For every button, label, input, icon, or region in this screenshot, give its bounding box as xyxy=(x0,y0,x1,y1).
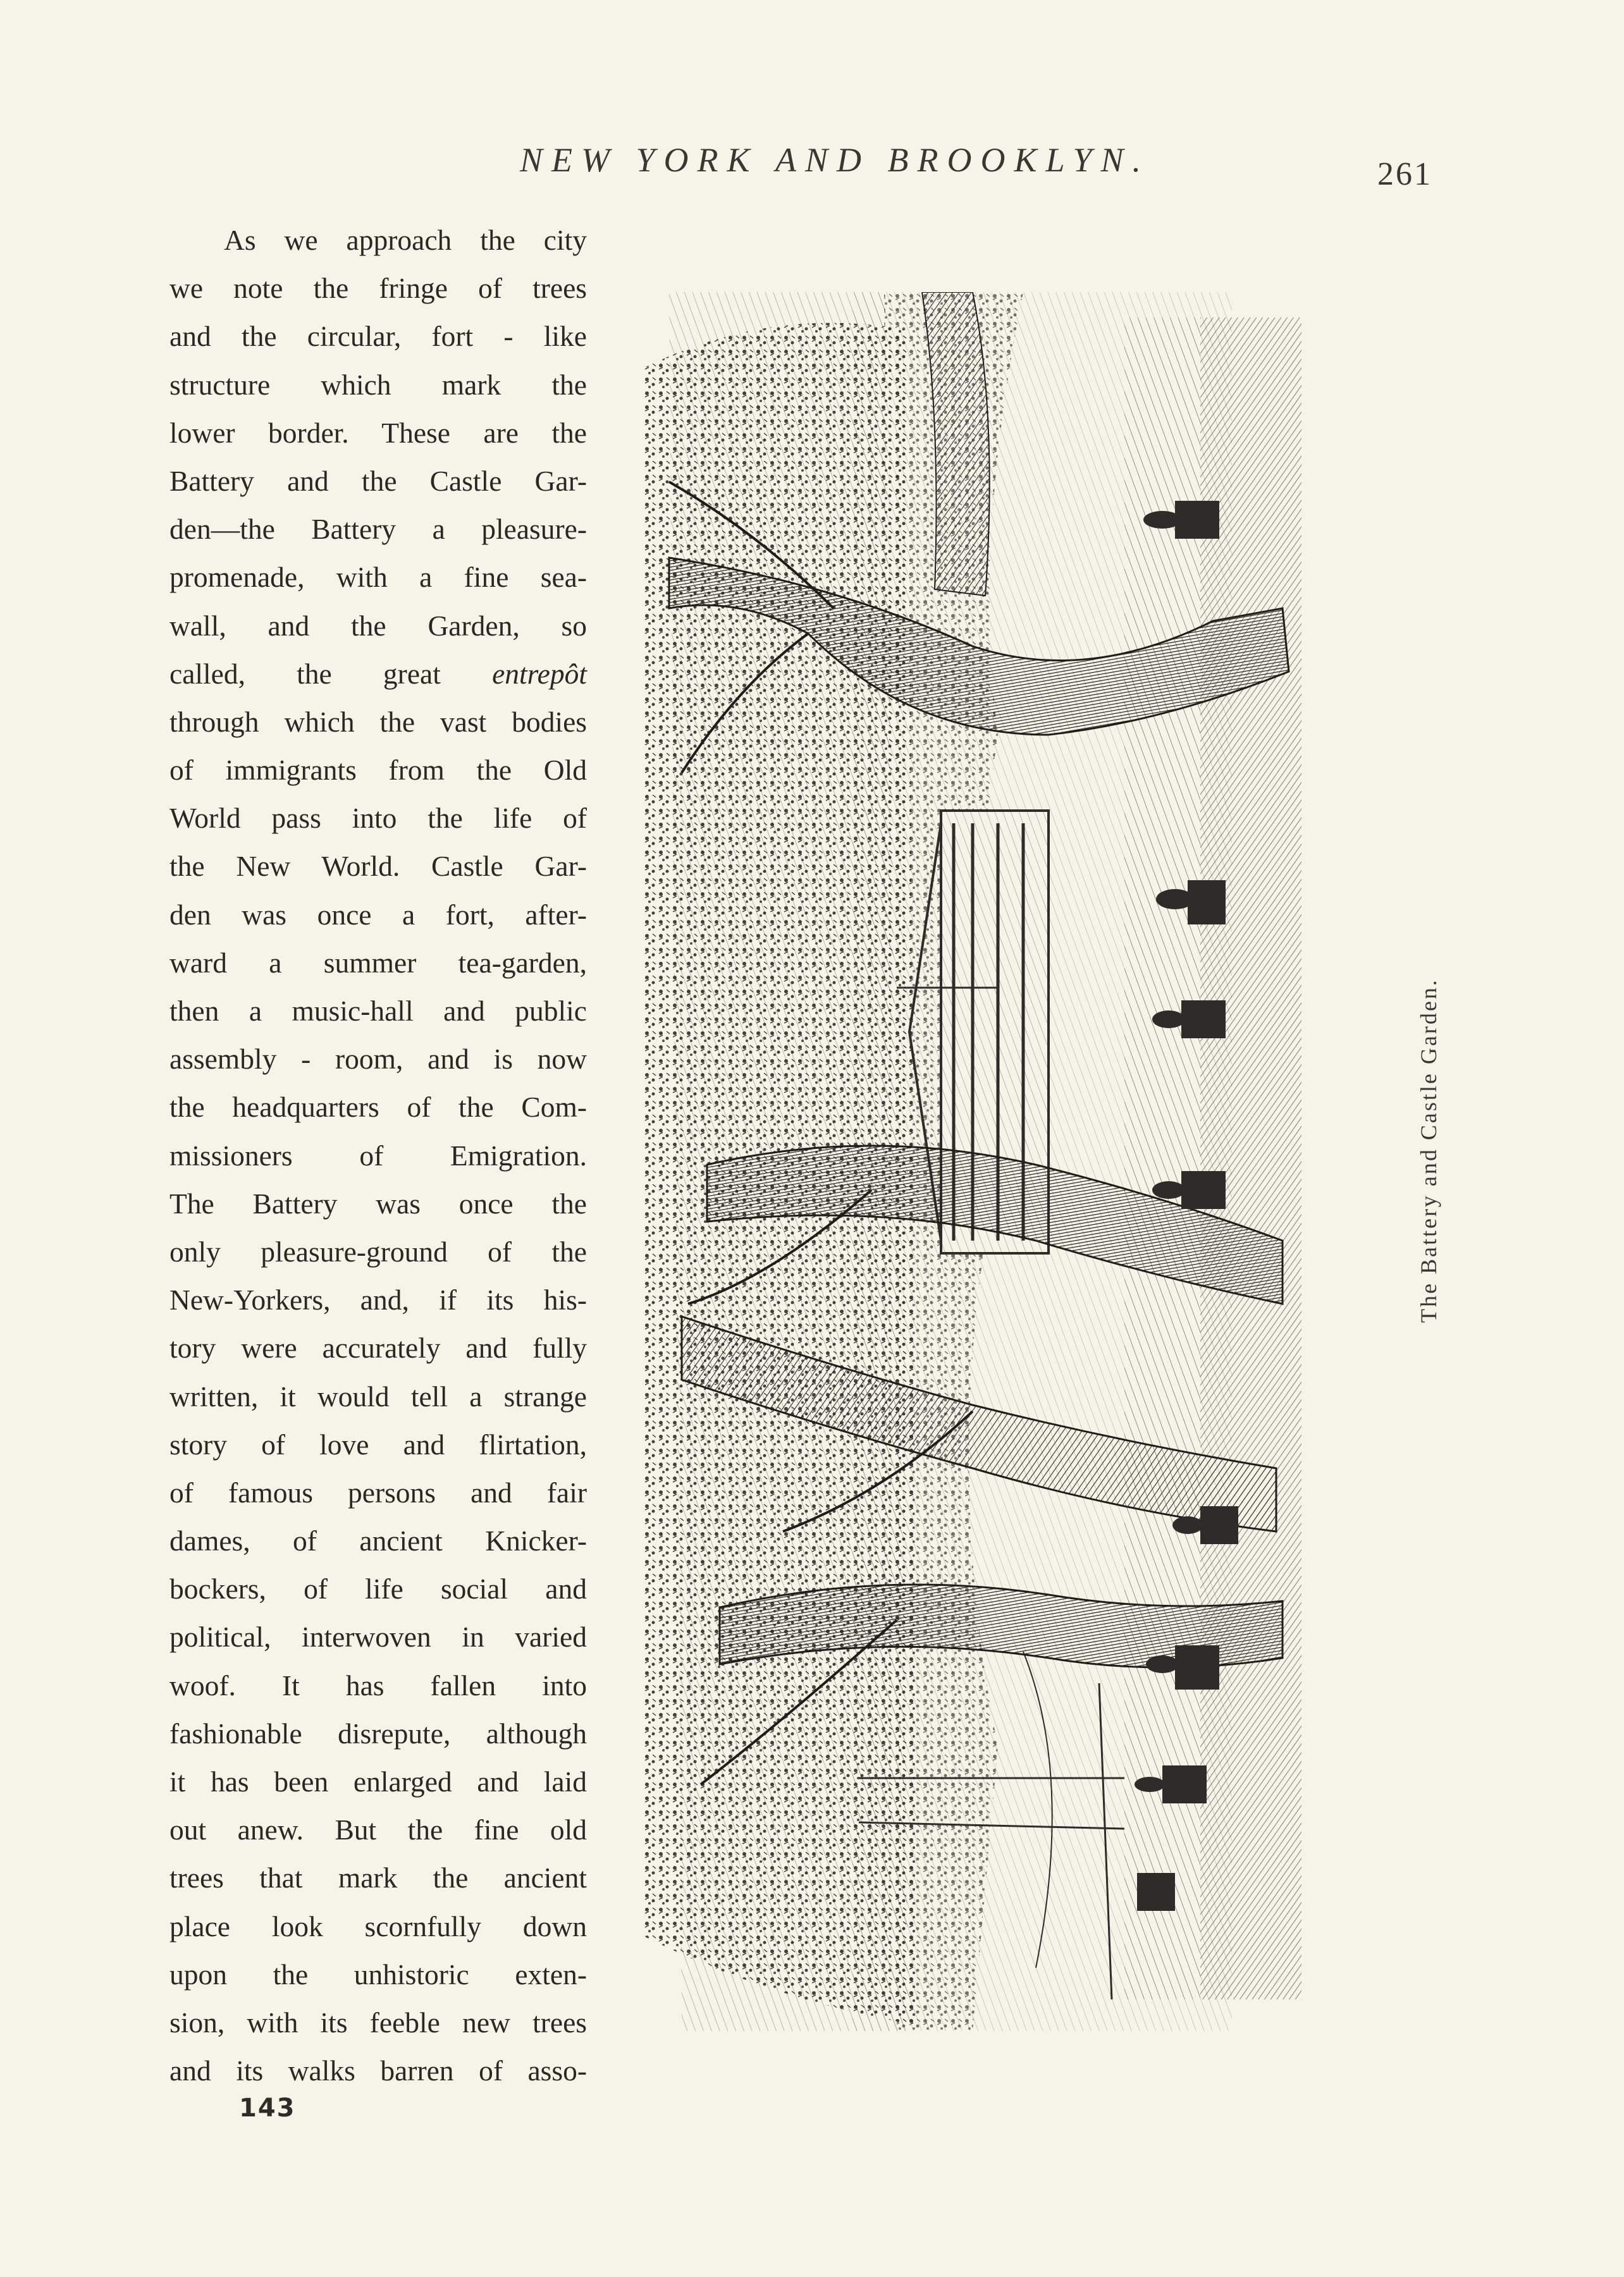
italic-word: entrepôt xyxy=(492,657,587,690)
signature-mark: 143 xyxy=(239,2094,296,2123)
text-line: woof. It has fallen into xyxy=(169,1669,587,1702)
text-line: story of love and flirtation, xyxy=(169,1428,587,1461)
text-line: lower border. These are the xyxy=(169,416,587,449)
body-text xyxy=(169,216,587,2095)
text-line: out anew. But the fine old xyxy=(169,1814,587,1846)
text-line: sion, with its feeble new trees xyxy=(169,2006,587,2039)
text-line: of famous persons and fair xyxy=(169,1476,587,1509)
text-line: ward a summer tea-garden, xyxy=(169,946,587,979)
text-line: then a music-hall and public xyxy=(169,995,587,1027)
text-line-with-italic xyxy=(169,650,587,698)
text-line: The Battery was once the xyxy=(169,1187,587,1220)
engraving-illustration xyxy=(644,292,1390,2031)
text-line: trees that mark the ancient xyxy=(169,1862,587,1894)
text-line: bockers, of life social and xyxy=(169,1573,587,1605)
text-line: written, it would tell a strange xyxy=(169,1380,587,1413)
text-line: structure which mark the xyxy=(169,368,587,401)
text-line: and its walks barren of asso- xyxy=(169,2054,587,2087)
text-line: As we approach the city xyxy=(224,224,587,256)
text-line: the New World. Castle Gar- xyxy=(169,850,587,883)
text-line: we note the fringe of trees xyxy=(169,272,587,305)
text-line: assembly - room, and is now xyxy=(169,1043,587,1076)
text-line: upon the unhistoric exten- xyxy=(169,1958,587,1991)
ground-shading xyxy=(1124,317,1301,1999)
text-line: the headquarters of the Com- xyxy=(169,1091,587,1124)
text-line: den was once a fort, after- xyxy=(169,898,587,931)
text-line: tory were accurately and fully xyxy=(169,1332,587,1365)
text-line: and the circular, fort - like xyxy=(169,320,587,353)
text-line: New-Yorkers, and, if its his- xyxy=(169,1284,587,1316)
text-line: promenade, with a fine sea- xyxy=(169,561,587,594)
text-line: wall, and the Garden, so xyxy=(169,609,587,642)
running-head: NEW YORK AND BROOKLYN. xyxy=(519,141,1150,179)
text-line: Battery and the Castle Gar- xyxy=(169,464,587,497)
text-line: den—the Battery a pleasure- xyxy=(169,513,587,546)
text-line: World pass into the life of xyxy=(169,802,587,835)
text-line-start: called, the great xyxy=(169,657,441,690)
text-line: through which the vast bodies xyxy=(169,705,587,738)
text-line: political, interwoven in varied xyxy=(169,1621,587,1654)
text-line: fashionable disrepute, although xyxy=(169,1717,587,1750)
text-line: only pleasure-ground of the xyxy=(169,1235,587,1268)
page-number: 261 xyxy=(1377,156,1432,192)
text-line: it has been enlarged and laid xyxy=(169,1765,587,1798)
text-line: of immigrants from the Old xyxy=(169,754,587,787)
text-line: place look scornfully down xyxy=(169,1910,587,1943)
text-line: dames, of ancient Knicker- xyxy=(169,1525,587,1557)
battery-engraving xyxy=(644,292,1390,2031)
text-line: missioners of Emigration. xyxy=(169,1139,587,1172)
illustration-caption: The Battery and Castle Garden. xyxy=(1416,978,1441,1323)
